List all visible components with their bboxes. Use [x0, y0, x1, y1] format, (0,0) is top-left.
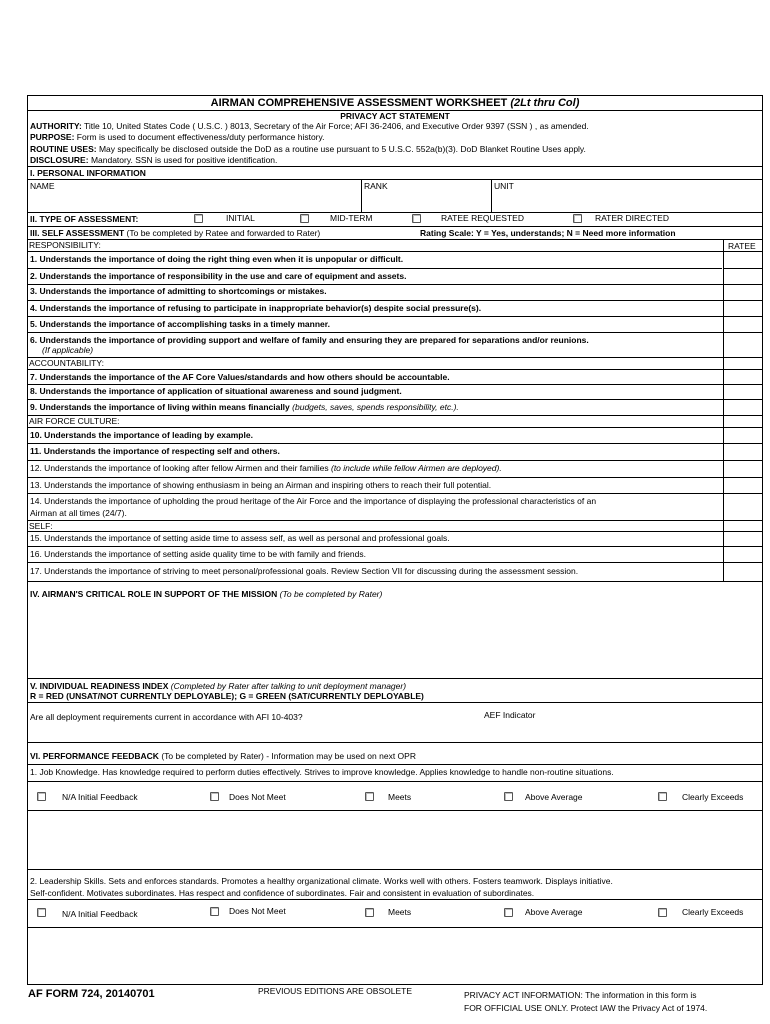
category-air-force-culture: AIR FORCE CULTURE: [29, 416, 120, 426]
q2-does-not-meet-checkbox[interactable] [210, 907, 219, 916]
category-accountability: ACCOUNTABILITY: [29, 358, 104, 368]
q1-clearly-exceeds-label: Clearly Exceeds [682, 792, 744, 802]
self-item-16: 16. Understands the importance of setting aside quality time to be with family and friends. [30, 549, 366, 559]
q1-above-average-label: Above Average [525, 792, 583, 802]
q2-na-initial-label: N/A Initial Feedback [62, 909, 138, 919]
q2-above-average-label: Above Average [525, 907, 583, 917]
self-item-15: 15. Understands the importance of setting aside time to assess self, as well as personal and professional goals. [30, 533, 450, 543]
initial-label: INITIAL [226, 213, 255, 223]
self-item-6: 6. Understands the importance of providing support and welfare of family and ensuring they are prepared for separations and/or reunions. [30, 335, 589, 345]
q2-clearly-exceeds-checkbox[interactable] [658, 908, 667, 917]
self-item-10: 10. Understands the importance of leading by example. [30, 430, 253, 440]
q1-clearly-exceeds-checkbox[interactable] [658, 792, 667, 801]
q2-meets-checkbox[interactable] [365, 908, 374, 917]
self-item-1: 1. Understands the importance of doing the right thing even when it is unpopular or difficult. [30, 254, 404, 264]
rater-directed-checkbox[interactable] [573, 214, 582, 223]
ratee-requested-checkbox[interactable] [412, 214, 421, 223]
q2-na-initial-checkbox[interactable] [37, 908, 46, 917]
rank-label: RANK [364, 181, 388, 191]
feedback-heading: VI. PERFORMANCE FEEDBACK (To be completed by Rater) - Information may be used on next OPR [30, 751, 416, 761]
q1-na-initial-label: N/A Initial Feedback [62, 792, 138, 802]
disclosure-line: DISCLOSURE: Mandatory. SSN is used for positive identification. [30, 155, 278, 165]
unit-label: UNIT [494, 181, 514, 191]
rater-directed-label: RATER DIRECTED [595, 213, 669, 223]
rating-scale: Rating Scale: Y = Yes, understands; N = Need more information [420, 228, 676, 238]
form-title: AIRMAN COMPREHENSIVE ASSESSMENT WORKSHEET (2Lt thru Col) [210, 97, 580, 109]
q2-does-not-meet-label: Does Not Meet [229, 906, 286, 916]
q2-above-average-checkbox[interactable] [504, 908, 513, 917]
leadership-question-line-2: Self-confident. Motivates subordinates. Has respect and confidence of subordinates. Fair and consistent in evaluation of subordinates. [30, 888, 535, 898]
self-item-13: 13. Understands the importance of showing enthusiasm in being an Airman and inspiring others to reach their full potential. [30, 480, 492, 490]
deployment-question: Are all deployment requirements current in accordance with AFI 10-403? [30, 712, 303, 722]
category-self: SELF: [29, 521, 53, 531]
self-item-14-continued: Airman at all times (24/7). [30, 508, 127, 518]
self-item-4: 4. Understands the importance of refusing to participate in inappropriate behavior(s) despite social pressure(s). [30, 303, 482, 313]
privacy-footer-line-2: FOR OFFICIAL USE ONLY. Protect IAW the Privacy Act of 1974. [464, 1003, 708, 1013]
q1-does-not-meet-checkbox[interactable] [210, 792, 219, 801]
q1-meets-label: Meets [388, 792, 412, 802]
self-item-12: 12. Understands the importance of looking after fellow Airmen and their families (to include while fellow Airmen are deployed). [30, 463, 502, 473]
routine-uses-line: ROUTINE USES: May specifically be disclosed outside the DoD as a routine use pursuant to 5 U.S.C. 552a(b)(3). DoD Blanket Routine Uses apply. [30, 144, 586, 154]
self-item-3: 3. Understands the importance of admitting to shortcomings or mistakes. [30, 286, 327, 296]
self-item-6-note: (If applicable) [42, 345, 94, 355]
q1-above-average-checkbox[interactable] [504, 792, 513, 801]
readiness-heading: V. INDIVIDUAL READINESS INDEX (Completed by Rater after talking to unit deployment manager) [30, 681, 407, 691]
q2-meets-label: Meets [388, 907, 412, 917]
self-item-5: 5. Understands the importance of accomplishing tasks in a timely manner. [30, 319, 330, 329]
aef-indicator-label: AEF Indicator [484, 710, 536, 720]
ratee-requested-label: RATEE REQUESTED [441, 213, 524, 223]
authority-line: AUTHORITY: Title 10, United States Code ( U.S.C. ) 8013, Secretary of the Air Force; AFI 36-2406, and Executive Order 9397 (SSN ) , as amended. [30, 121, 589, 131]
self-assessment-heading: III. SELF ASSESSMENT (To be completed by Ratee and forwarded to Rater) [30, 228, 321, 238]
q1-na-initial-checkbox[interactable] [37, 792, 46, 801]
purpose-line: PURPOSE: Form is used to document effectiveness/duty performance history. [30, 132, 325, 142]
leadership-question-line-1: 2. Leadership Skills. Sets and enforces standards. Promotes a healthy organizational climate. Works well with others. Fosters teamwork. Displays initiative. [30, 876, 613, 886]
category-responsibility: RESPONSIBILITY: [29, 240, 101, 250]
mid-term-checkbox[interactable] [300, 214, 309, 223]
ratee-column-header: RATEE [728, 241, 756, 251]
assessment-form [27, 95, 763, 985]
self-item-9: 9. Understands the importance of living within means financially (budgets, saves, spends responsibility, etc.). [30, 402, 459, 412]
readiness-legend: R = RED (UNSAT/NOT CURRENTLY DEPLOYABLE); G = GREEN (SAT/CURRENTLY DEPLOYABLE) [30, 691, 424, 701]
critical-role-heading: IV. AIRMAN'S CRITICAL ROLE IN SUPPORT OF THE MISSION (To be completed by Rater) [30, 589, 383, 599]
self-item-2: 2. Understands the importance of responsibility in the use and care of equipment and assets. [30, 271, 407, 281]
name-label: NAME [30, 181, 55, 191]
privacy-heading: PRIVACY ACT STATEMENT [340, 111, 450, 121]
self-item-17: 17. Understands the importance of striving to meet personal/professional goals. Review Section VII for discussing during the assessment session. [30, 566, 579, 576]
self-item-11: 11. Understands the importance of respecting self and others. [30, 446, 280, 456]
q1-meets-checkbox[interactable] [365, 792, 374, 801]
self-item-7: 7. Understands the importance of the AF Core Values/standards and how others should be accountable. [30, 372, 450, 382]
obsolete-notice: PREVIOUS EDITIONS ARE OBSOLETE [258, 986, 412, 996]
self-item-8: 8. Understands the importance of application of situational awareness and sound judgment. [30, 386, 402, 396]
personal-info-heading: I. PERSONAL INFORMATION [30, 168, 146, 178]
q1-does-not-meet-label: Does Not Meet [229, 792, 286, 802]
self-item-14: 14. Understands the importance of upholding the proud heritage of the Air Force and the importance of displaying the professional characteristics of an [30, 496, 597, 506]
q2-clearly-exceeds-label: Clearly Exceeds [682, 907, 744, 917]
mid-term-label: MID-TERM [330, 213, 373, 223]
form-number: AF FORM 724, 20140701 [28, 988, 155, 1000]
assessment-type-heading: II. TYPE OF ASSESSMENT: [30, 214, 139, 224]
privacy-footer-line-1: PRIVACY ACT INFORMATION: The information in this form is [464, 990, 697, 1000]
initial-checkbox[interactable] [194, 214, 203, 223]
job-knowledge-question: 1. Job Knowledge. Has knowledge required to perform duties effectively. Strives to improve knowledge. Applies knowledge to handle non-routine situations. [30, 767, 614, 777]
